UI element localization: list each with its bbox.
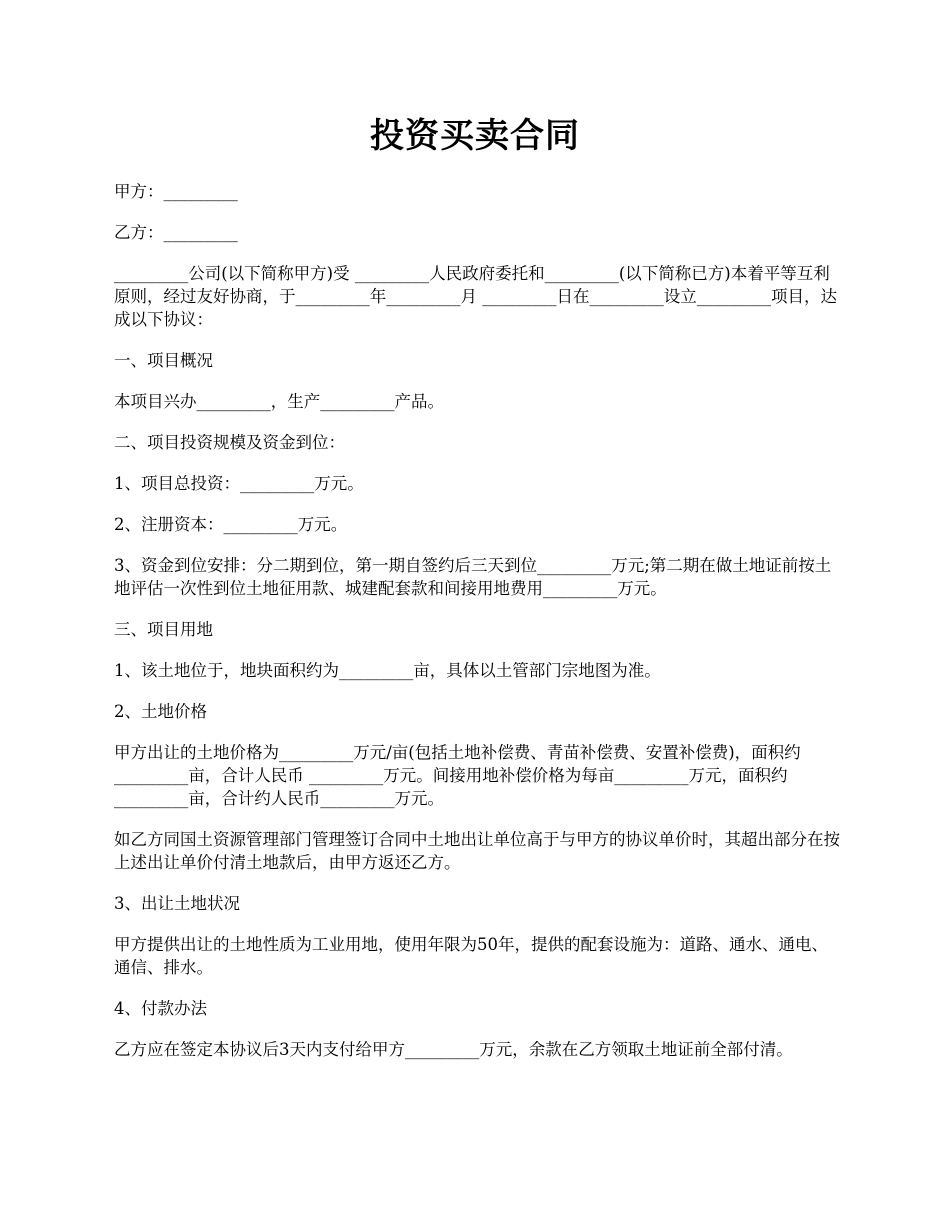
document-title: 投资买卖合同 [370,116,580,156]
payment-method-paragraph: 乙方应在签定本协议后3天内支付给甲方_________万元，余款在乙方领取土地证前全部付清。 [114,1040,793,1059]
subheading-land-price: 2、土地价格 [114,702,207,721]
document-body [114,180,840,1079]
party-a-line: 甲方：_________ [114,182,238,201]
section-heading-investment-scale: 二、项目投资规模及资金到位： [114,433,345,452]
land-price-paragraph: 甲方出让的土地价格为_________万元/亩(包括土地补偿费、青苗补偿费、安置补偿费)，面积约_________亩，合计人民币 _________万元。间接用地补偿价格为每亩_________万元，面积约_________亩，合计约人民币_________万元。 [114,743,801,808]
land-status-paragraph: 甲方提供出让的土地性质为工业用地，使用年限为50年，提供的配套设施为：道路、通水、通电、通信、排水。 [114,935,828,977]
land-location-paragraph: 1、该土地位于，地块面积约为_________亩，具体以土管部门宗地图为准。 [114,661,661,680]
party-b-line: 乙方：_________ [114,223,238,242]
subheading-payment-method: 4、付款办法 [114,999,207,1018]
preamble-paragraph: _________公司(以下简称甲方)受 _________人民政府委托和_________(以下简称已方)本着平等互利原则，经过友好协商，于_________年_________月 _________日在_________设立_________项目，达成以下协议： [114,264,837,329]
section-heading-project-overview: 一、项目概况 [114,351,213,370]
funding-schedule-paragraph: 3、资金到位安排：分二期到位，第一期自签约后三天到位_________万元;第二期在做土地证前按土地评估一次性到位土地征用款、城建配套款和间接用地费用_________万元。 [114,556,832,598]
land-refund-paragraph: 如乙方同国土资源管理部门管理签订合同中土地出让单位高于与甲方的协议单价时，其超出部分在按上述出让单价付清土地款后，由甲方返还乙方。 [114,830,840,872]
registered-capital-paragraph: 2、注册资本：_________万元。 [114,515,348,534]
total-investment-paragraph: 1、项目总投资：_________万元。 [114,474,364,493]
project-overview-paragraph: 本项目兴办_________，生产_________产品。 [114,392,444,411]
subheading-land-status: 3、出让土地状况 [114,894,240,913]
section-heading-project-land: 三、项目用地 [114,620,213,639]
